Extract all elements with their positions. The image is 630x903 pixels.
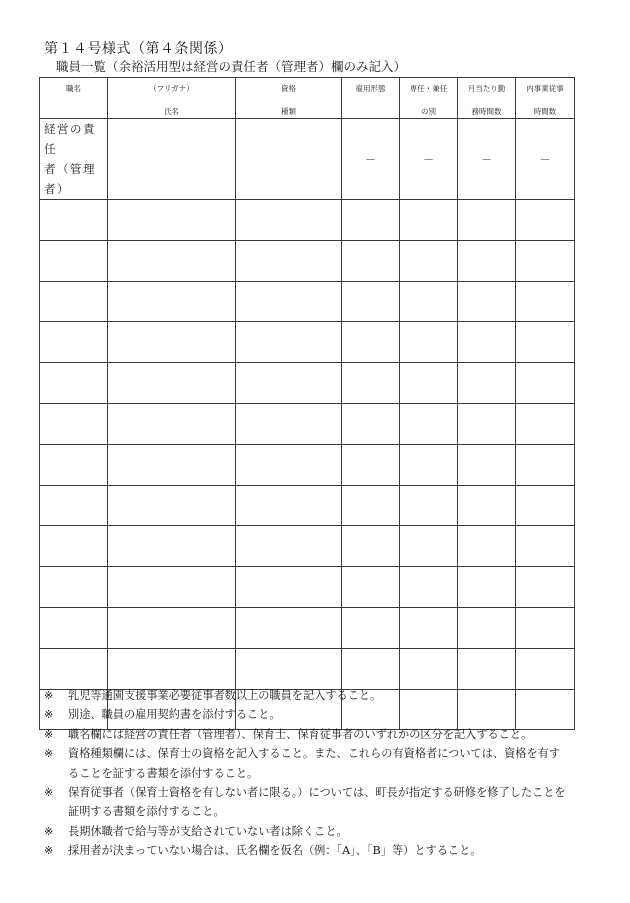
header-name: （フリガナ） 氏名: [108, 78, 236, 119]
staff-entry-cell[interactable]: [342, 403, 400, 444]
manager-employment-dash: －: [342, 119, 400, 200]
note-mark: ※: [44, 689, 54, 702]
staff-entry-cell[interactable]: [400, 607, 458, 648]
staff-entry-cell[interactable]: [400, 200, 458, 241]
staff-entry-cell[interactable]: [516, 567, 575, 608]
staff-entry-row: [40, 200, 575, 241]
header-fulltime-parttime: 専任・兼任 の別: [400, 78, 458, 119]
staff-entry-cell[interactable]: [400, 648, 458, 689]
manager-name-cell[interactable]: [108, 119, 236, 200]
staff-entry-cell[interactable]: [108, 281, 236, 322]
note-mark: ※: [44, 786, 54, 800]
staff-entry-cell[interactable]: [40, 607, 108, 648]
staff-entry-cell[interactable]: [516, 281, 575, 322]
staff-entry-row: [40, 567, 575, 608]
staff-entry-cell[interactable]: [400, 281, 458, 322]
manager-fulltime-dash: －: [400, 119, 458, 200]
staff-entry-cell[interactable]: [400, 403, 458, 444]
staff-entry-cell[interactable]: [516, 648, 575, 689]
note-mark: ※: [44, 824, 54, 838]
note-mark: ※: [44, 747, 54, 761]
note-item: [44, 744, 604, 783]
staff-entry-row: [40, 322, 575, 363]
note-item: [44, 783, 604, 822]
staff-entry-cell[interactable]: [342, 281, 400, 322]
staff-entry-cell[interactable]: [458, 322, 516, 363]
staff-entry-cell[interactable]: [342, 648, 400, 689]
manager-business-dash: －: [516, 119, 575, 200]
staff-entry-cell[interactable]: [236, 322, 342, 363]
staff-entry-cell[interactable]: [108, 648, 236, 689]
staff-entry-cell[interactable]: [236, 526, 342, 567]
staff-entry-cell[interactable]: [108, 526, 236, 567]
staff-entry-cell[interactable]: [516, 363, 575, 404]
staff-entry-cell[interactable]: [236, 648, 342, 689]
staff-entry-cell[interactable]: [458, 403, 516, 444]
staff-entry-cell[interactable]: [516, 485, 575, 526]
staff-entry-cell[interactable]: [516, 607, 575, 648]
staff-entry-cell[interactable]: [342, 444, 400, 485]
staff-entry-cell[interactable]: [108, 322, 236, 363]
staff-entry-cell[interactable]: [342, 322, 400, 363]
staff-entry-cell[interactable]: [342, 526, 400, 567]
header-qualification: 資格 種類: [236, 78, 342, 119]
staff-entry-cell[interactable]: [108, 485, 236, 526]
form-title: 第１４号様式（第４条関係）: [44, 41, 233, 57]
table-subtitle: 職員一覧（余裕活用型は経営の責任者（管理者）欄のみ記入）: [56, 59, 407, 74]
staff-table-body: [40, 78, 575, 730]
staff-entry-cell[interactable]: [40, 200, 108, 241]
staff-entry-cell[interactable]: [40, 567, 108, 608]
staff-entry-cell[interactable]: [342, 567, 400, 608]
manager-qualification-cell[interactable]: [236, 119, 342, 200]
staff-entry-cell[interactable]: [108, 403, 236, 444]
note-text: 乳児等通園支援事業必要従事者数以上の職員を記入すること。: [68, 689, 382, 702]
staff-entry-cell[interactable]: [458, 240, 516, 281]
staff-list-table: [39, 77, 575, 730]
staff-entry-cell[interactable]: [458, 526, 516, 567]
staff-entry-cell[interactable]: [236, 444, 342, 485]
staff-entry-cell[interactable]: [458, 607, 516, 648]
staff-entry-cell[interactable]: [458, 648, 516, 689]
staff-entry-cell[interactable]: [516, 200, 575, 241]
note-text: 採用者が決まっていない場合は、氏名欄を仮名（例：「A」、「B」等）とすること。: [68, 844, 482, 858]
staff-entry-cell[interactable]: [108, 200, 236, 241]
header-monthly-hours: 月当たり勤 務時間数: [458, 78, 516, 119]
staff-entry-row: [40, 526, 575, 567]
note-mark: ※: [44, 708, 54, 722]
staff-entry-cell[interactable]: [40, 403, 108, 444]
note-text: 長期休職者で給与等が支給されていない者は除くこと。: [68, 824, 348, 838]
staff-entry-row: [40, 363, 575, 404]
staff-entry-cell[interactable]: [236, 240, 342, 281]
header-business-hours: 内事業従事 時間数: [516, 78, 575, 119]
staff-entry-cell[interactable]: [458, 200, 516, 241]
staff-entry-cell[interactable]: [342, 485, 400, 526]
staff-entry-cell[interactable]: [342, 607, 400, 648]
staff-entry-cell[interactable]: [458, 567, 516, 608]
staff-entry-cell[interactable]: [236, 485, 342, 526]
header-employment-type: 雇用形態: [342, 78, 400, 119]
staff-entry-row: [40, 444, 575, 485]
note-text: 資格種類欄には、保育士の資格を記入すること。また、これらの有資格者については、資格を有す ることを証する書類を添付すること。: [68, 747, 561, 780]
staff-entry-cell[interactable]: [40, 363, 108, 404]
staff-entry-cell[interactable]: [108, 607, 236, 648]
note-item: [44, 705, 604, 724]
staff-entry-cell[interactable]: [40, 444, 108, 485]
staff-entry-cell[interactable]: [342, 363, 400, 404]
staff-entry-cell[interactable]: [108, 444, 236, 485]
table-header-row: [40, 78, 575, 119]
staff-entry-cell[interactable]: [458, 281, 516, 322]
staff-entry-cell[interactable]: [516, 240, 575, 281]
staff-entry-cell[interactable]: [40, 526, 108, 567]
manager-label: 経営の責任 者（管理者）: [40, 119, 108, 200]
staff-entry-cell[interactable]: [400, 322, 458, 363]
note-mark: ※: [44, 844, 54, 858]
staff-entry-row: [40, 403, 575, 444]
staff-entry-cell[interactable]: [400, 526, 458, 567]
staff-entry-cell[interactable]: [40, 485, 108, 526]
staff-entry-cell[interactable]: [458, 444, 516, 485]
note-item: [44, 725, 604, 744]
staff-entry-cell[interactable]: [40, 240, 108, 281]
staff-entry-cell[interactable]: [108, 363, 236, 404]
staff-entry-cell[interactable]: [236, 200, 342, 241]
note-text: 職名欄には経営の責任者（管理者）、保育士、保育従事者のいずれかの区分を記入すること。: [68, 727, 533, 741]
staff-entry-row: [40, 281, 575, 322]
manager-monthly-dash: －: [458, 119, 516, 200]
staff-entry-cell[interactable]: [342, 200, 400, 241]
staff-entry-cell[interactable]: [516, 322, 575, 363]
staff-entry-cell[interactable]: [400, 240, 458, 281]
note-text: 保育従事者（保育士資格を有しない者に限る。）については、町長が指定する研修を修了したことを 証明する書類を添付すること。: [68, 786, 566, 819]
staff-entry-cell[interactable]: [342, 240, 400, 281]
note-mark: ※: [44, 727, 54, 741]
staff-entry-cell[interactable]: [516, 526, 575, 567]
staff-entry-cell[interactable]: [236, 607, 342, 648]
staff-entry-cell[interactable]: [236, 363, 342, 404]
staff-entry-cell[interactable]: [40, 281, 108, 322]
staff-entry-cell[interactable]: [400, 444, 458, 485]
staff-entry-cell[interactable]: [236, 281, 342, 322]
note-item: [44, 841, 604, 860]
manager-row: [40, 119, 575, 200]
staff-entry-row: [40, 485, 575, 526]
staff-entry-cell[interactable]: [40, 648, 108, 689]
staff-entry-cell[interactable]: [108, 240, 236, 281]
staff-entry-cell[interactable]: [458, 485, 516, 526]
staff-entry-cell[interactable]: [108, 567, 236, 608]
staff-entry-cell[interactable]: [40, 322, 108, 363]
header-job-title: 職名: [40, 78, 108, 119]
staff-entry-cell[interactable]: [458, 363, 516, 404]
staff-entry-row: [40, 607, 575, 648]
note-text: 別途、職員の雇用契約書を添付すること。: [68, 708, 281, 722]
staff-entry-row: [40, 648, 575, 689]
staff-entry-cell[interactable]: [236, 403, 342, 444]
note-item: [44, 822, 604, 841]
staff-entry-cell[interactable]: [400, 485, 458, 526]
staff-entry-row: [40, 240, 575, 281]
staff-entry-cell[interactable]: [516, 403, 575, 444]
staff-entry-cell[interactable]: [400, 567, 458, 608]
notes-list: [44, 686, 604, 861]
staff-entry-cell[interactable]: [516, 444, 575, 485]
note-item: [44, 686, 604, 705]
staff-entry-cell[interactable]: [236, 567, 342, 608]
staff-entry-cell[interactable]: [400, 363, 458, 404]
